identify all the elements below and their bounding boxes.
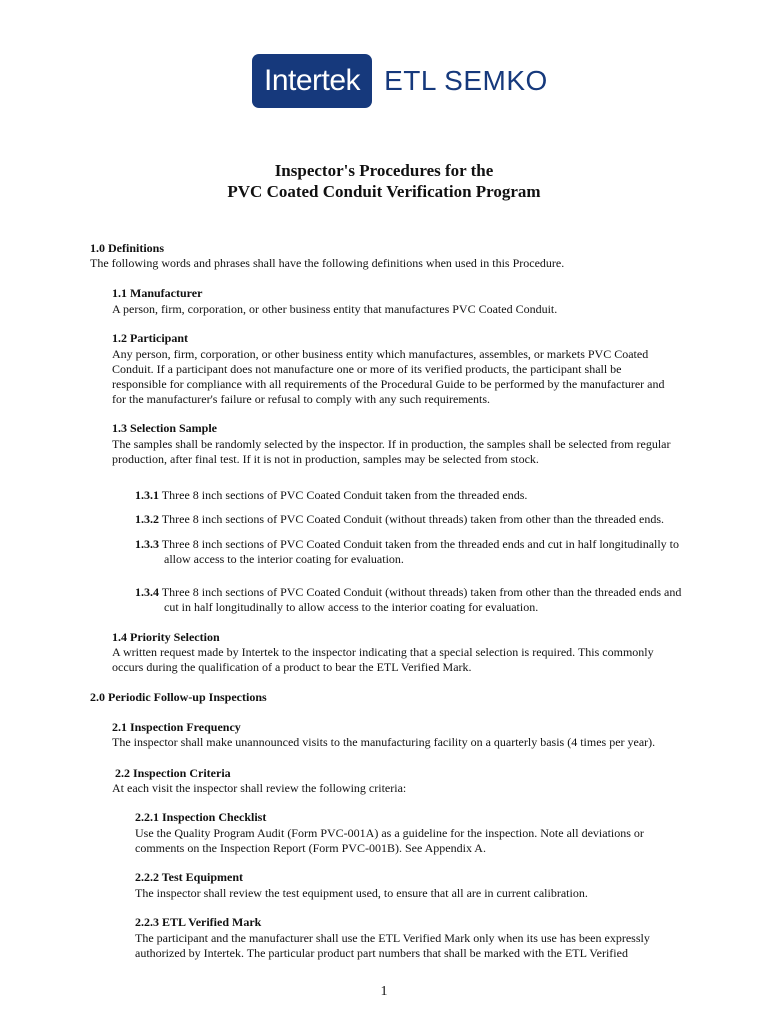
sample-item-1-text: Three 8 inch sections of PVC Coated Conduit taken from the threaded ends. xyxy=(161,488,528,502)
sample-item-4-number: 1.3.4 xyxy=(135,585,159,599)
inspection-frequency-text: The inspector shall make unannounced visits to the manufacturing facility on a quarterly basis (4 times per year). xyxy=(112,735,656,749)
document-title-line-1: Inspector's Procedures for the xyxy=(274,161,494,180)
sample-item-4 xyxy=(135,585,681,600)
participant-text-line-2: Conduit. If a participant does not manufacture one or more of its verified products, the participant shall be xyxy=(112,362,622,376)
manufacturer-heading: 1.1 Manufacturer xyxy=(112,286,203,300)
priority-selection-text-line-1: A written request made by Intertek to the inspector indicating that a special selection is required. This commonly xyxy=(112,645,654,659)
selection-sample-text-line-2: production, after final test. If it is not in production, samples may be selected from stock. xyxy=(112,452,539,466)
sample-item-4-text-line-1: Three 8 inch sections of PVC Coated Conduit (without threads) taken from other than the threaded ends and xyxy=(161,585,682,599)
inspection-frequency-heading: 2.1 Inspection Frequency xyxy=(112,720,241,734)
selection-sample-heading: 1.3 Selection Sample xyxy=(112,421,217,435)
logo-intertek-text: Intertek xyxy=(264,64,361,97)
sample-item-3-number: 1.3.3 xyxy=(135,537,159,551)
participant-text-line-1: Any person, firm, corporation, or other business entity which manufactures, assembles, or markets PVC Coated xyxy=(112,347,649,361)
sample-item-2 xyxy=(135,512,664,527)
sample-item-1 xyxy=(135,488,527,503)
inspection-checklist-text-line-2: comments on the Inspection Report (Form PVC-001B). See Appendix A. xyxy=(135,841,486,855)
participant-heading: 1.2 Participant xyxy=(112,331,188,345)
inspection-criteria-heading: 2.2 Inspection Criteria xyxy=(115,766,231,780)
participant-text-line-3: responsible for compliance with all requirements of the Procedural Guide to be performed by the manufacturer and xyxy=(112,377,665,391)
etl-verified-mark-heading: 2.2.3 ETL Verified Mark xyxy=(135,915,262,929)
sample-item-3-text-line-2: allow access to the interior coating for evaluation. xyxy=(164,552,404,566)
sample-item-2-text: Three 8 inch sections of PVC Coated Conduit (without threads) taken from other than the threaded ends. xyxy=(161,512,665,526)
inspection-checklist-heading: 2.2.1 Inspection Checklist xyxy=(135,810,267,824)
inspection-checklist-text-line-1: Use the Quality Program Audit (Form PVC-001A) as a guideline for the inspection. Note all deviations or xyxy=(135,826,644,840)
section-1-intro: The following words and phrases shall have the following definitions when used in this Procedure. xyxy=(90,256,565,270)
section-2-heading: 2.0 Periodic Follow-up Inspections xyxy=(90,690,267,704)
participant-text-line-4: for the manufacturer's failure or refusal to comply with any such requirements. xyxy=(112,392,491,406)
sample-item-2-number: 1.3.2 xyxy=(135,512,159,526)
priority-selection-heading: 1.4 Priority Selection xyxy=(112,630,220,644)
etl-verified-mark-text-line-2: authorized by Intertek. The particular product part numbers that shall be marked with the ETL Verified xyxy=(135,946,628,960)
sample-item-1-number: 1.3.1 xyxy=(135,488,159,502)
etl-verified-mark-text-line-1: The participant and the manufacturer shall use the ETL Verified Mark only when its use has been expressly xyxy=(135,931,650,945)
intertek-etl-semko-logo xyxy=(252,54,548,108)
test-equipment-text: The inspector shall review the test equipment used, to ensure that all are in current calibration. xyxy=(135,886,588,900)
sample-item-3-text-line-1: Three 8 inch sections of PVC Coated Conduit taken from the threaded ends and cut in half longitudinally to xyxy=(161,537,680,551)
document-title-line-2: PVC Coated Conduit Verification Program xyxy=(227,182,541,201)
inspection-criteria-text: At each visit the inspector shall review the following criteria: xyxy=(112,781,407,795)
sample-item-4-text-line-2: cut in half longitudinally to allow access to the interior coating for evaluation. xyxy=(164,600,539,614)
selection-sample-text-line-1: The samples shall be randomly selected by the inspector. If in production, the samples shall be selected from regular xyxy=(112,437,671,451)
sample-item-3 xyxy=(135,537,679,552)
page-number: 1 xyxy=(380,984,388,999)
section-1-heading: 1.0 Definitions xyxy=(90,241,165,255)
test-equipment-heading: 2.2.2 Test Equipment xyxy=(135,870,244,884)
manufacturer-text: A person, firm, corporation, or other business entity that manufactures PVC Coated Conduit. xyxy=(112,302,558,316)
priority-selection-text-line-2: occurs during the qualification of a product to bear the ETL Verified Mark. xyxy=(112,660,472,674)
intertek-logo-box xyxy=(252,54,372,108)
logo-etl-semko-text: ETL SEMKO xyxy=(384,65,548,96)
